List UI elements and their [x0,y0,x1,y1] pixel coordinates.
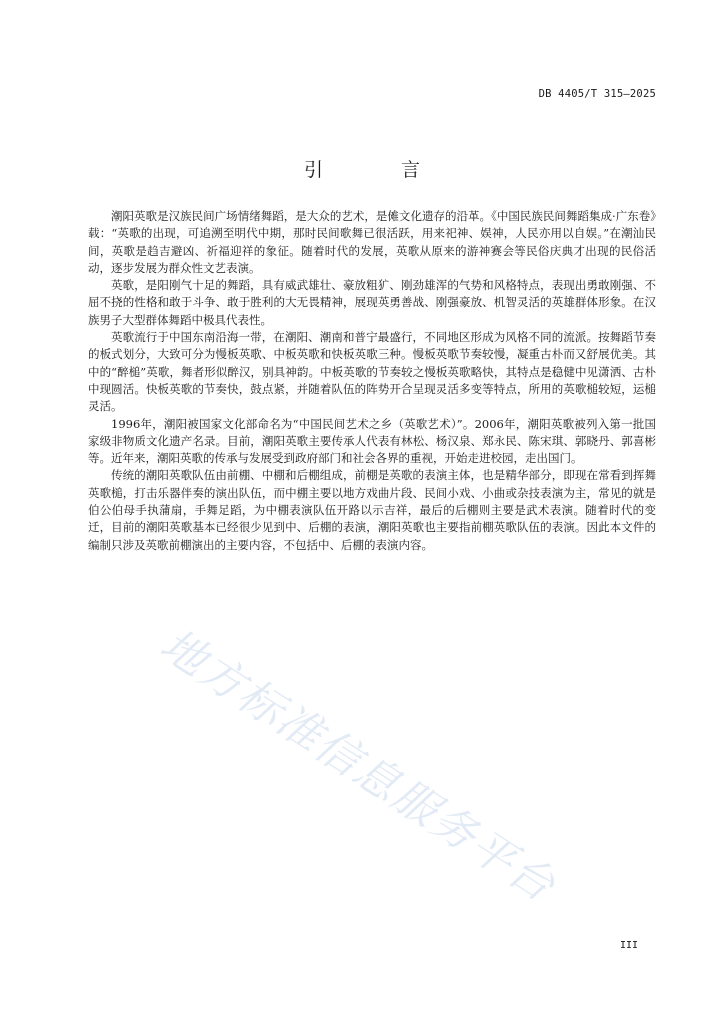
paragraph: 英歌，是阳刚气十足的舞蹈，具有威武雄壮、豪放粗犷、刚劲雄浑的气势和风格特点，表现出勇敢刚强、不屈不挠的性格和敢于斗争、敢于胜利的大无畏精神，展现英勇善战、刚强豪放、机智灵活的英雄群体形象。在汉族男子大型群体舞蹈中极具代表性。 [88,278,656,327]
paragraph: 英歌流行于中国东南沿海一带，在潮阳、潮南和普宁最盛行，不同地区形成为风格不同的流派。按舞蹈节奏的板式划分，大致可分为慢板英歌、中板英歌和快板英歌三种。慢板英歌节奏较慢，凝重古朴而又舒展优美。其中的“醉槌”英歌，舞者形似醉汉，别具神韵。中板英歌的节奏较之慢板英歌略快，其特点是稳健中见潇洒、古朴中现圆活。快板英歌的节奏快，鼓点紧，并随着队伍的阵势开合呈现灵活多变等特点，所用的英歌槌较短，运槌灵活。 [88,330,656,414]
introduction-body [88,208,656,554]
page-number: III [619,940,638,951]
paragraph: 潮阳英歌是汉族民间广场情绪舞蹈，是大众的艺术，是傩文化遗存的沿革。《中国民族民间舞蹈集成·广东卷》载：“英歌的出现，可追溯至明代中期，那时民间歌舞已很活跃，用来祀神、娱神，人民亦用以自娱。”在潮汕民间，英歌是趋吉避凶、祈福迎祥的象征。随着时代的发展，英歌从原来的游神赛会等民俗庆典才出现的民俗活动，逐步发展为群众性文艺表演。 [88,209,656,275]
document-code: DB 4405/T 315—2025 [538,88,656,100]
paragraph: 传统的潮阳英歌队伍由前棚、中棚和后棚组成，前棚是英歌的表演主体，也是精华部分，即现在常看到挥舞英歌槌，打击乐器伴奏的演出队伍，而中棚主要以地方戏曲片段、民间小戏、小曲或杂技表演为主，常见的就是伯公伯母手执蒲扇，手舞足蹈，为中棚表演队伍开路以示吉祥，最后的后棚则主要是武术表演。随着时代的变迁，目前的潮阳英歌基本已经很少见到中、后棚的表演，潮阳英歌也主要指前棚英歌队伍的表演。因此本文件的编制只涉及英歌前棚演出的主要内容，不包括中、后棚的表演内容。 [88,468,656,552]
page-title: 引 言 [303,159,457,181]
watermark: 地方标准信息服务平台 [151,619,565,913]
paragraph: 1996年，潮阳被国家文化部命名为“中国民间艺术之乡（英歌艺术）”。2006年，潮阳英歌被列入第一批国家级非物质文化遗产名录。目前，潮阳英歌主要传承人代表有林松、杨汉泉、郑永民、陈宋琪、郭晓丹、郭喜彬等。近年来，潮阳英歌的传承与发展受到政府部门和社会各界的重视，开始走进校园，走出国门。 [88,416,656,466]
